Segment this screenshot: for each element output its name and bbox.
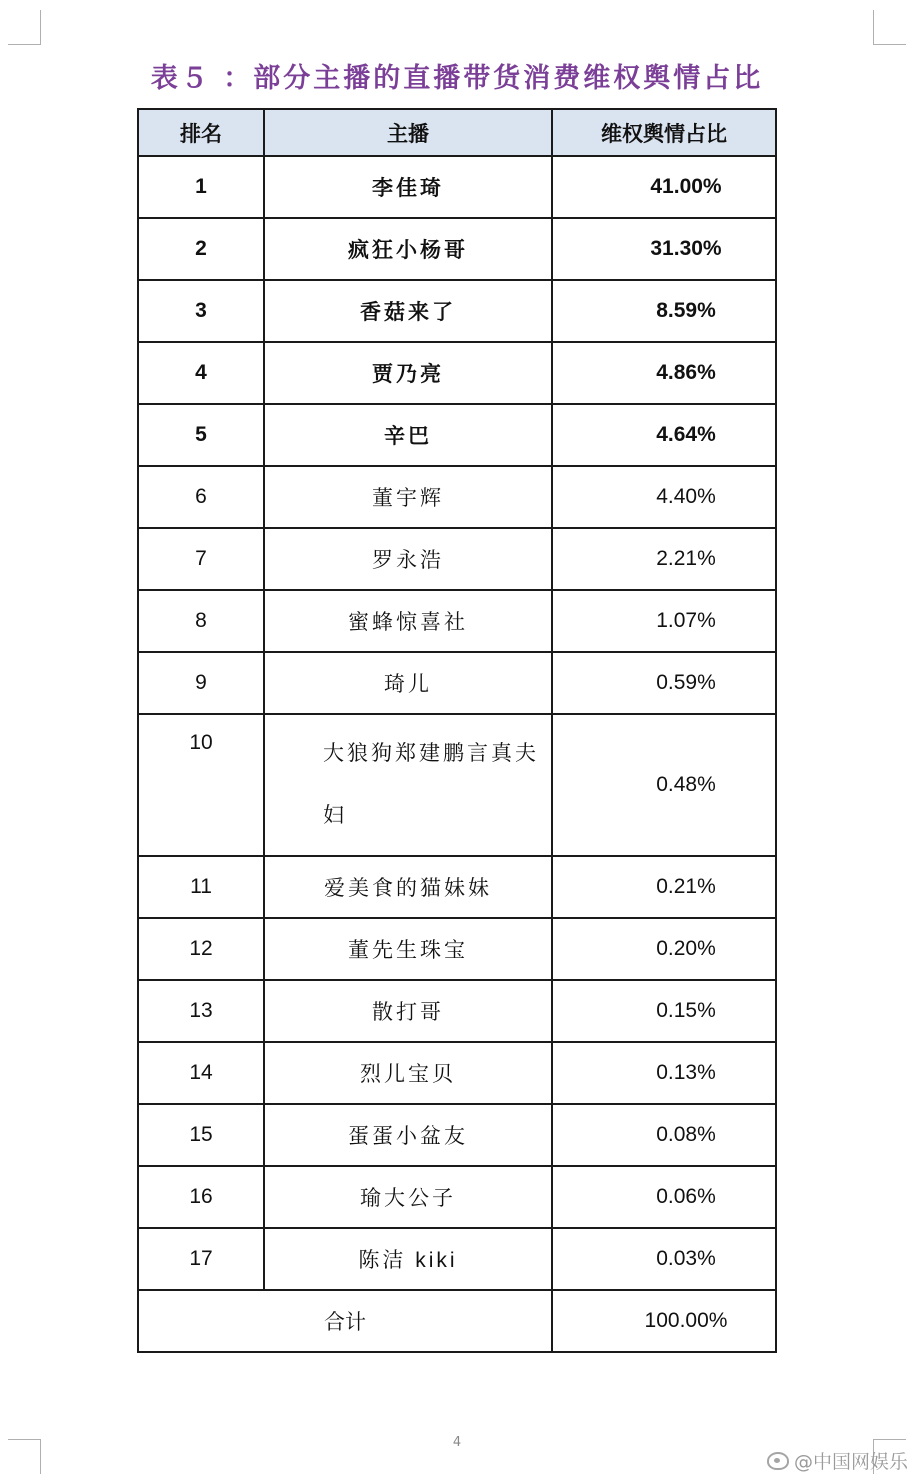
table-row: [138, 280, 776, 342]
share-cell: 0.13%: [552, 1042, 776, 1104]
share-cell: 2.21%: [552, 528, 776, 590]
streamer-cell: 大狼狗郑建鹏言真夫妇: [264, 714, 552, 856]
table-title: 表５ ：部分主播的直播带货消费维权舆情占比: [150, 63, 764, 94]
streamer-cell: 董宇辉: [264, 466, 552, 528]
share-cell: 0.15%: [552, 980, 776, 1042]
table-row: [138, 466, 776, 528]
share-cell: 0.59%: [552, 652, 776, 714]
share-cell: 4.40%: [552, 466, 776, 528]
rank-cell: 8: [138, 590, 264, 652]
streamer-cell: 香菇来了: [264, 280, 552, 342]
ranking-table: [137, 108, 777, 1353]
share-cell: 0.06%: [552, 1166, 776, 1228]
share-cell: 0.20%: [552, 918, 776, 980]
rank-cell: 11: [138, 856, 264, 918]
streamer-cell: 董先生珠宝: [264, 918, 552, 980]
table-row: [138, 1228, 776, 1290]
table-row: [138, 528, 776, 590]
rank-cell: 5: [138, 404, 264, 466]
table-row: [138, 980, 776, 1042]
streamer-cell: 罗永浩: [264, 528, 552, 590]
streamer-cell: 李佳琦: [264, 156, 552, 218]
total-row: [138, 1290, 776, 1352]
table-header-row: [138, 109, 776, 156]
share-cell: 41.00%: [552, 156, 776, 218]
share-cell: 0.03%: [552, 1228, 776, 1290]
streamer-cell: 辛巴: [264, 404, 552, 466]
header-rank: 排名: [138, 109, 264, 156]
streamer-cell: 琦儿: [264, 652, 552, 714]
streamer-cell: 爱美食的猫妹妹: [264, 856, 552, 918]
rank-cell: 17: [138, 1228, 264, 1290]
share-cell: 1.07%: [552, 590, 776, 652]
table-row: [138, 1042, 776, 1104]
watermark-text: @中国网娱乐: [793, 1451, 908, 1473]
rank-cell: 2: [138, 218, 264, 280]
share-cell: 8.59%: [552, 280, 776, 342]
share-cell: 4.86%: [552, 342, 776, 404]
rank-cell: 1: [138, 156, 264, 218]
streamer-cell: 烈儿宝贝: [264, 1042, 552, 1104]
header-share: 维权舆情占比: [552, 109, 776, 156]
weibo-icon: [767, 1452, 789, 1470]
streamer-cell: 陈洁 kiki: [264, 1228, 552, 1290]
rank-cell: 6: [138, 466, 264, 528]
share-cell: 0.48%: [552, 714, 776, 856]
streamer-cell: 蛋蛋小盆友: [264, 1104, 552, 1166]
crop-mark-top-left: [8, 10, 41, 45]
table-row: [138, 590, 776, 652]
streamer-cell: 疯狂小杨哥: [264, 218, 552, 280]
table-body: [138, 156, 776, 1352]
table-row: [138, 714, 776, 856]
streamer-cell: 贾乃亮: [264, 342, 552, 404]
table-row: [138, 1166, 776, 1228]
table-row: [138, 342, 776, 404]
streamer-cell: 瑜大公子: [264, 1166, 552, 1228]
share-cell: 0.21%: [552, 856, 776, 918]
rank-cell: 16: [138, 1166, 264, 1228]
total-share: 100.00%: [552, 1290, 776, 1352]
rank-cell: 7: [138, 528, 264, 590]
table-row: [138, 918, 776, 980]
streamer-cell: 散打哥: [264, 980, 552, 1042]
rank-cell: 13: [138, 980, 264, 1042]
rank-cell: 3: [138, 280, 264, 342]
table-row: [138, 1104, 776, 1166]
crop-mark-top-right: [873, 10, 906, 45]
table-row: [138, 856, 776, 918]
table-row: [138, 156, 776, 218]
share-cell: 0.08%: [552, 1104, 776, 1166]
rank-cell: 10: [138, 714, 264, 856]
page-number: 4: [452, 1435, 462, 1450]
rank-cell: 4: [138, 342, 264, 404]
table-row: [138, 404, 776, 466]
total-label: 合计: [138, 1290, 552, 1352]
rank-cell: 15: [138, 1104, 264, 1166]
watermark: [767, 1447, 908, 1474]
share-cell: 4.64%: [552, 404, 776, 466]
rank-cell: 14: [138, 1042, 264, 1104]
rank-cell: 12: [138, 918, 264, 980]
rank-cell: 9: [138, 652, 264, 714]
header-streamer: 主播: [264, 109, 552, 156]
table-row: [138, 218, 776, 280]
streamer-cell: 蜜蜂惊喜社: [264, 590, 552, 652]
table-row: [138, 652, 776, 714]
share-cell: 31.30%: [552, 218, 776, 280]
